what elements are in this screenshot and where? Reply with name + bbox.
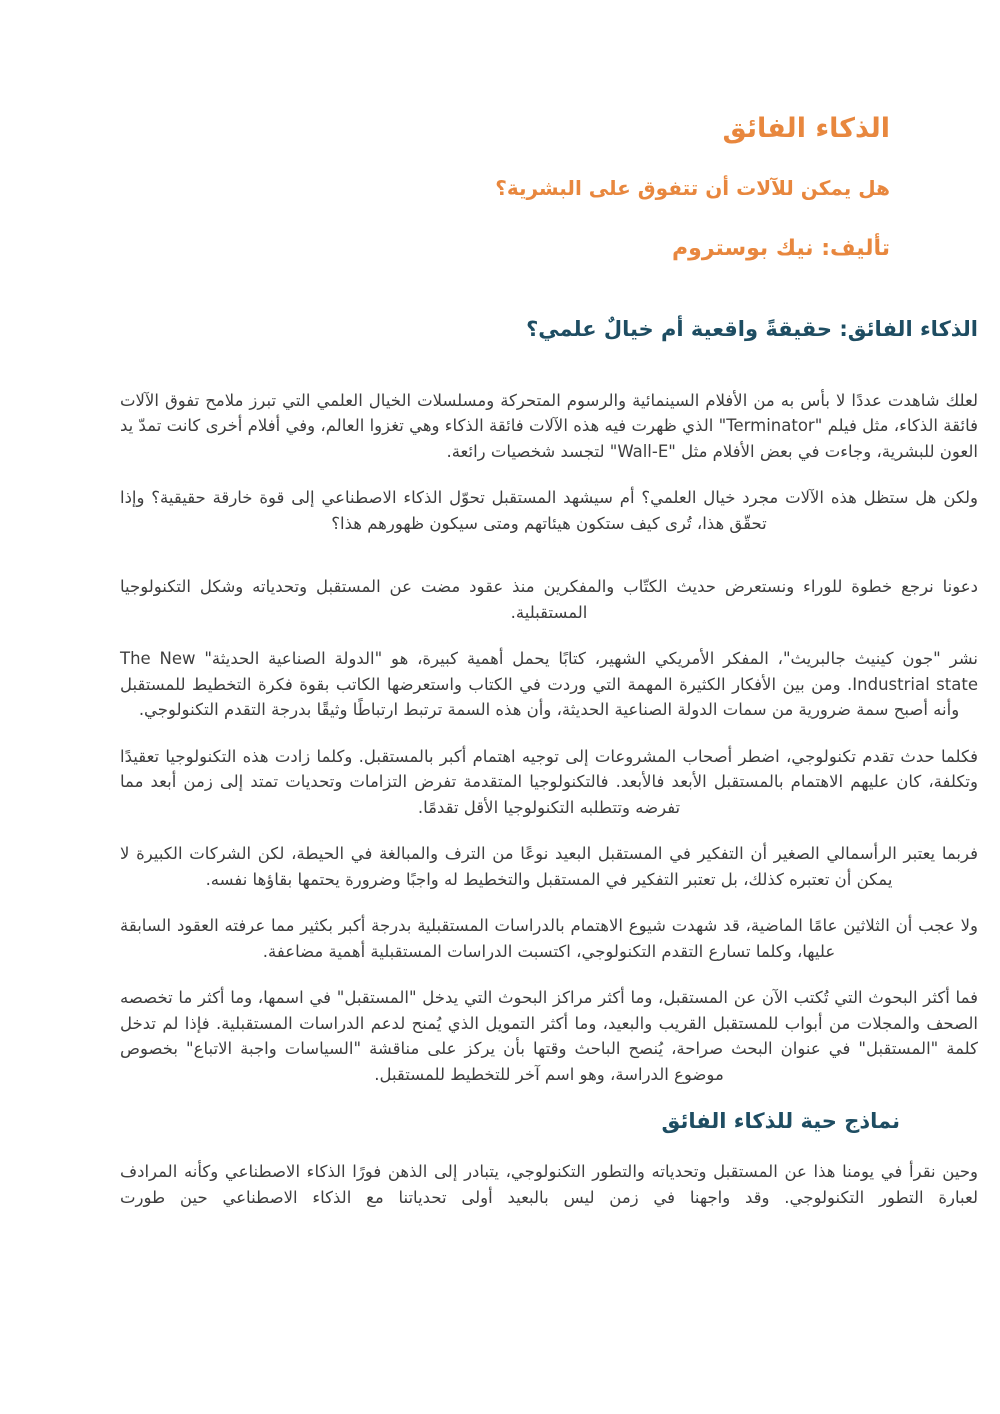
document-byline: تأليف: نيك بوستروم xyxy=(672,235,890,261)
paragraph-galbraith-book: نشر "جون كينيث جالبريث"، المفكر الأمريكي الشهير، كتابًا يحمل أهمية كبيرة، هو "الدولة الصناعية الحديثة" The New Industrial state. ومن بين الأفكار الكثيرة المهمة التي وردت في الكتاب واستعرضها الكاتب بقوة فكرة التخطيط للمستقبل وأنه أصبح سمة ضرورية من سمات الدولة الصناعية الحديثة، وأن هذه السمة ترتبط ارتباطًا وثيقًا بدرجة التقدم التكنولوجي. xyxy=(120,649,979,720)
document-title: الذكاء الفائق xyxy=(722,113,890,144)
document-subtitle: هل يمكن للآلات أن تتفوق على البشرية؟ xyxy=(495,175,890,200)
paragraph-movies: لعلك شاهدت عددًا لا بأس به من الأفلام السينمائية والرسوم المتحركة ومسلسلات الخيال العلمي التي تبرز ملامح تفوق الآلات فائقة الذكاء، مثل فيلم "Terminator" الذي ظهرت فيه هذه الآلات فائقة الذكاء وهي تغزوا العالم، وفي أفلام أخرى كانت تمدّ يد العون للبشرية، وجاءت في بعض الأفلام مثل "Wall-E" لتجسد شخصيات رائعة. xyxy=(120,390,978,461)
section-living-examples xyxy=(120,1108,978,1210)
paragraph-ai-synonym: وحين نقرأ في يومنا هذا عن المستقبل وتحدياته والتطور التكنولوجي، يتبادر إلى الذهن فورًا الذكاء الاصطناعي وكأنه المرادف لعبارة التطور التكنولوجي. وقد واجهنا في زمن ليس بالبعيد أولى تحدياتنا مع الذكاء الاصطناعي حين طورت xyxy=(120,1162,978,1207)
paragraph-tech-progress: فكلما حدث تقدم تكنولوجي، اضطر أصحاب المشروعات إلى توجيه اهتمام أكبر بالمستقبل. وكلما زادت هذه التكنولوجيا تعقيدًا وتكلفة، كان عليهم الاهتمام بالمستقبل الأبعد فالأبعد. فالتكنولوجيا المتقدمة تفرض التزامات وتحديات تمتد إلى زمن أبعد مما تفرضه وتتطلبه التكنولوجيا الأقل تقدمًا. xyxy=(120,746,978,817)
title-block xyxy=(120,112,978,262)
paragraph-thirty-years: ولا عجب أن الثلاثين عامًا الماضية، قد شهدت شيوع الاهتمام بالدراسات المستقبلية بدرجة أكبر بكثير مما عرفته العقود السابقة عليها، وكلما تسارع التقدم التكنولوجي، اكتسبت الدراسات المستقبلية أهمية مضاعفة. xyxy=(120,916,978,961)
paragraph-step-back: دعونا نرجع خطوة للوراء ونستعرض حديث الكتّاب والمفكرين منذ عقود مضت عن المستقبل وتحدياته وشكل التكنولوجيا المستقبلية. xyxy=(120,577,978,622)
section-superintelligence-fact-or-fiction xyxy=(120,316,978,1087)
paragraph-fiction-question: ولكن هل ستظل هذه الآلات مجرد خيال العلمي؟ أم سيشهد المستقبل تحوّل الذكاء الاصطناعي إلى قوة خارقة حقيقية؟ وإذا تحقّق هذا، تُرى كيف ستكون هيئاتهم ومتى سيكون ظهورهم هذا؟ xyxy=(120,488,978,533)
paragraph-small-capitalist: فربما يعتبر الرأسمالي الصغير أن التفكير في المستقبل البعيد نوعًا من الترف والمبالغة في الحيطة، لكن الشركات الكبيرة لا يمكن أن تعتبره كذلك، بل تعتبر التفكير في المستقبل والتخطيط له واجبًا وضرورة يحتمها بقاؤها نفسه. xyxy=(120,844,978,889)
section-heading-fact-or-fiction: الذكاء الفائق: حقيقةً واقعية أم خيالٌ علمي؟ xyxy=(526,317,978,342)
section-heading-living-examples: نماذج حية للذكاء الفائق xyxy=(661,1109,900,1134)
paragraph-future-research: فما أكثر البحوث التي تُكتب الآن عن المستقبل، وما أكثر مراكز البحوث التي يدخل "المستقبل" في اسمها، وما أكثر ما تخصصه الصحف والمجلات من أبواب للمستقبل القريب والبعيد، وما أكثر التمويل الذي يُمنح لدعم الدراسات المستقبلية. فإذا لم تدخل كلمة "المستقبل" في عنوان البحث صراحة، يُنصح الباحث وقتها بأن يركز على مناقشة "السياسات واجبة الاتباع" بخصوص موضوع الدراسة، وهو اسم آخر للتخطيط للمستقبل. xyxy=(120,988,978,1084)
